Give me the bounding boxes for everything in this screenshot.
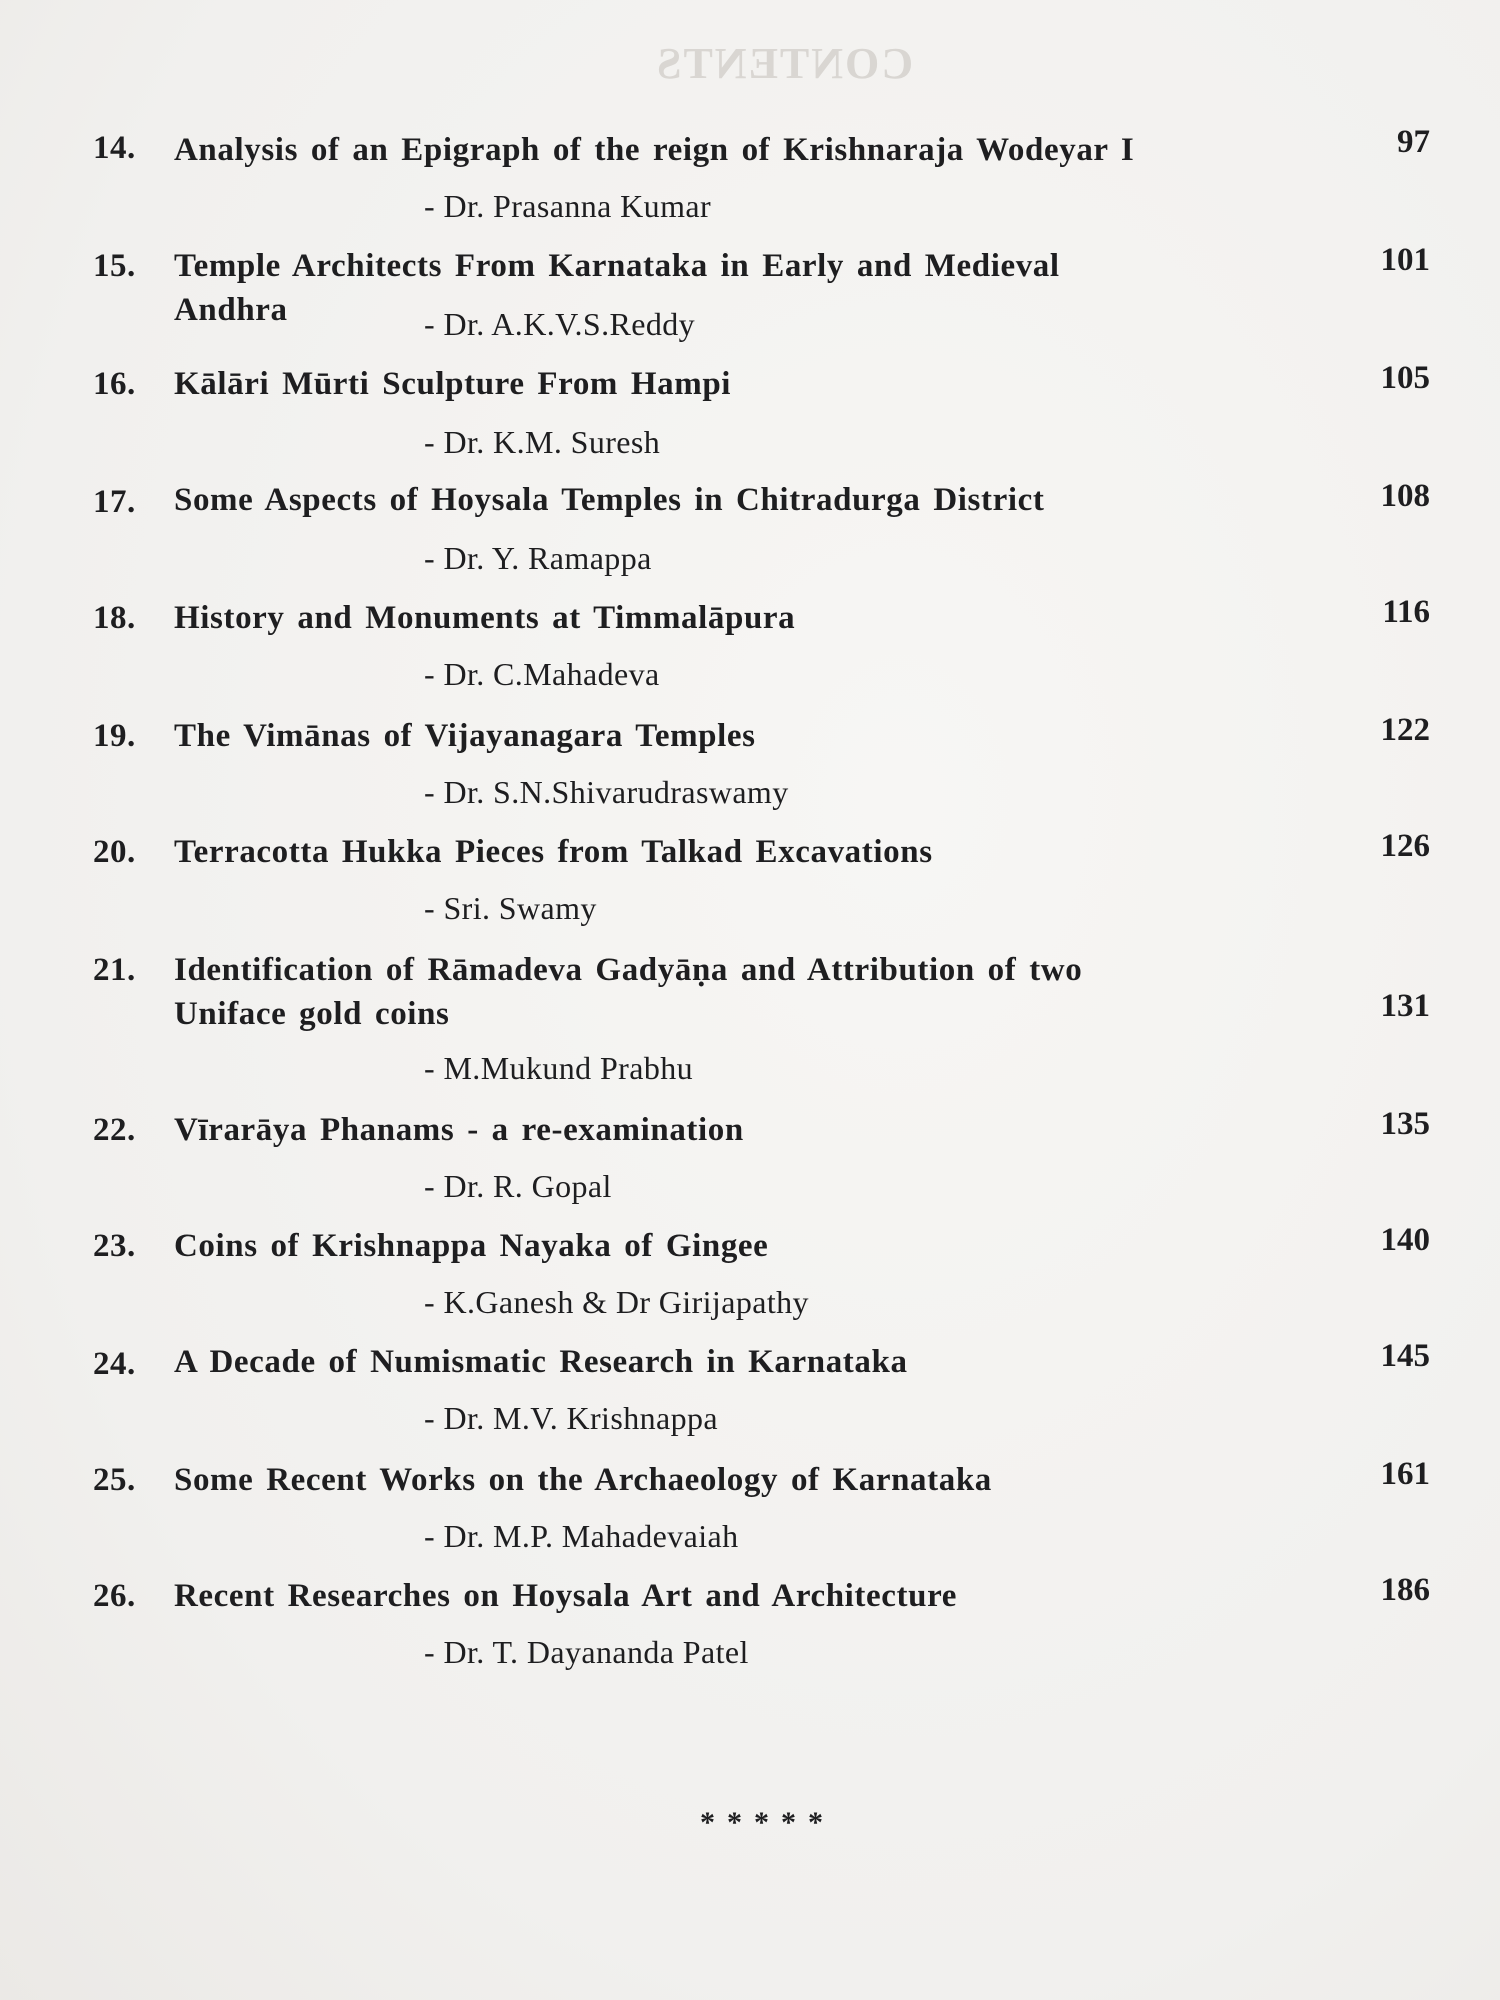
entry-number: 23. [93,1228,136,1264]
entry-number: 24. [93,1346,136,1382]
entry-title: Some Recent Works on the Archaeology of Karnataka [174,1462,992,1498]
entry-number: 25. [93,1462,136,1498]
entry-page-number: 131 [1380,988,1430,1024]
entry-author: - Dr. C.Mahadeva [424,656,660,692]
entry-author: - Dr. K.M. Suresh [424,424,661,460]
entry-number: 22. [93,1112,136,1148]
entry-number: 20. [93,834,136,870]
entry-title: Temple Architects From Karnataka in Early and Medieval Andhra [174,248,1060,328]
entry-page-number: 161 [1380,1456,1430,1492]
entry-author: - Dr. M.V. Krishnappa [424,1400,719,1436]
entry-page-number: 116 [1382,594,1430,630]
entry-author: - Sri. Swamy [424,890,597,926]
entry-number: 16. [93,366,136,402]
entry-author: - Dr. Y. Ramappa [424,540,652,576]
entry-number: 17. [93,484,136,520]
entry-title: Kālāri Mūrti Sculpture From Hampi [174,366,732,402]
entry-author: - Dr. S.N.Shivarudraswamy [424,774,789,810]
entry-title-line-2: Uniface gold coins [174,996,450,1032]
entry-author: - Dr. A.K.V.S.Reddy [424,306,696,342]
entry-author: - Dr. Prasanna Kumar [424,188,712,224]
entry-page-number: 108 [1380,478,1430,514]
entry-page-number: 122 [1380,712,1430,748]
bleed-through-heading: CONTENTS [655,39,914,88]
entry-title: Terracotta Hukka Pieces from Talkad Excavations [174,834,933,870]
entry-page-number: 186 [1380,1572,1430,1608]
entry-number: 26. [93,1578,136,1614]
entry-author: - Dr. M.P. Mahadevaiah [424,1518,739,1554]
entry-page-number: 97 [1397,124,1430,160]
entry-author: - M.Mukund Prabhu [424,1050,694,1086]
entry-title: Some Aspects of Hoysala Temples in Chitradurga District [174,482,1045,518]
entry-title: Vīrarāya Phanams - a re-examination [174,1112,744,1148]
entry-number: 21. [93,952,136,988]
entry-number: 18. [93,600,136,636]
entry-page-number: 126 [1380,828,1430,864]
entry-page-number: 101 [1380,242,1430,278]
entry-number: 19. [93,718,136,754]
entry-title: Recent Researches on Hoysala Art and Architecture [174,1578,957,1614]
entry-number: 15. [93,248,136,284]
entry-title: Analysis of an Epigraph of the reign of Krishnaraja Wodeyar I [174,132,1135,168]
entry-author: - Dr. T. Dayananda Patel [424,1634,749,1670]
end-ornament: ***** [700,1806,835,1839]
entry-page-number: 145 [1380,1338,1430,1374]
entry-title: A Decade of Numismatic Research in Karnataka [174,1344,908,1380]
entry-author: - Dr. R. Gopal [424,1168,612,1204]
entry-page-number: 140 [1380,1222,1430,1258]
entry-page-number: 135 [1380,1106,1430,1142]
entry-number: 14. [93,130,136,166]
entry-author: - K.Ganesh & Dr Girijapathy [424,1284,809,1320]
entry-title: The Vimānas of Vijayanagara Temples [174,718,756,754]
entry-title: Coins of Krishnappa Nayaka of Gingee [174,1228,769,1264]
entry-page-number: 105 [1380,360,1430,396]
entry-title-line-1: Identification of Rāmadeva Gadyāṇa and Attribution of two [174,952,1083,988]
entry-title: History and Monuments at Timmalāpura [174,600,796,636]
